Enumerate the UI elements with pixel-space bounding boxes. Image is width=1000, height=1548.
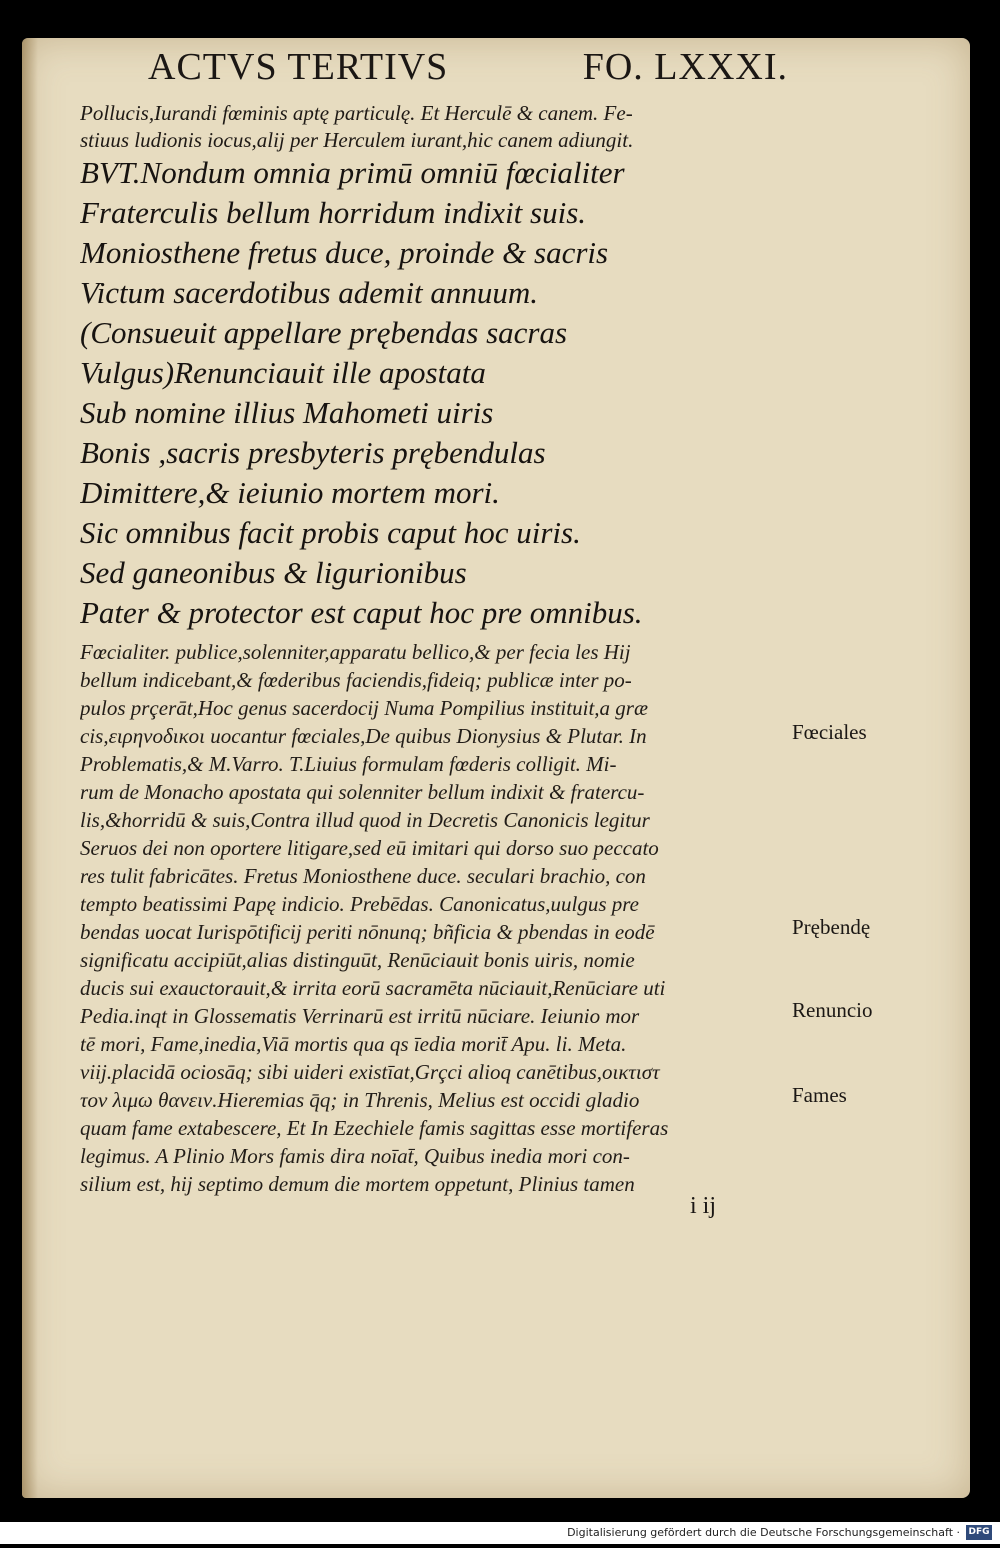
commentary-line: Seruos dei non oportere litigare,sed eū imitari qui dorso suo peccato: [80, 836, 659, 860]
verse-line: Vulgus)Renunciauit ille apostata: [80, 355, 486, 390]
commentary-line: legimus. A Plinio Mors famis dira noīat̄, Quibus inedia mori con-: [80, 1144, 630, 1168]
commentary-line: significatu accipiūt,alias distinguūt, Renūciauit bonis uiris, nomie: [80, 948, 635, 972]
running-head: [148, 45, 788, 88]
commentary-line: τον λιμω θανειν.Hieremias q̄q; in Threnis, Melius est occidi gladio: [80, 1088, 640, 1112]
verse-line: Dimittere,& ieiunio mortem mori.: [80, 475, 500, 510]
running-head-title: ACTVS TERTIVS: [148, 46, 449, 88]
signature-mark: i ij: [690, 1193, 717, 1219]
note-line: Pollucis,Iurandi fœminis aptę particulę. Et Herculē & canem. Fe-: [80, 101, 633, 125]
commentary-line: bendas uocat Iurispōtificij periti nōnunq; bñficia & pbendas in eodē: [80, 920, 655, 944]
verse-line: BVT.Nondum omnia primū omniū fœcialiter: [80, 155, 625, 190]
commentary-line: viij.placidā ociosāq; sibi uideri existīat,Grçci alioq canētibus,οικτιστ: [80, 1060, 660, 1084]
commentary-line: Problematis,& M.Varro. T.Liuius formulam fœderis colligit. Mi-: [80, 752, 617, 776]
commentary-line: silium est, hij septimo demum die mortem oppetunt, Plinius tamen: [80, 1172, 635, 1196]
verse-line: Bonis ,sacris presbyteris prębendulas: [80, 435, 546, 470]
commentary-line: lis,&horridū & suis,Contra illud quod in Decretis Canonicis legitur: [80, 808, 650, 832]
commentary-line: quam fame extabescere, Et In Ezechiele famis sagittas esse mortiferas: [80, 1116, 669, 1140]
commentary-line: ducis sui exauctorauit,& irrita eorū sacramēta nūciauit,Renūciare uti: [80, 976, 666, 1000]
commentary-line: Fœcialiter. publice,solenniter,apparatu bellico,& per fecia les Hij: [80, 640, 631, 664]
dfg-logo: DFG: [966, 1525, 992, 1540]
commentary-line: rum de Monacho apostata qui solenniter bellum indixit & fratercu-: [80, 780, 645, 804]
funding-credit: Digitalisierung gefördert durch die Deutsche Forschungsgemeinschaft ·: [567, 1526, 960, 1539]
commentary-line: bellum indicebant,& fœderibus faciendis,fideiq; publicæ inter po-: [80, 668, 632, 692]
margin-note: Prębendę: [792, 915, 871, 939]
verse-line: Victum sacerdotibus ademit annuum.: [80, 275, 539, 310]
margin-note: Renuncio: [792, 998, 873, 1022]
footer-bar: [0, 1522, 1000, 1544]
folio-number: FO. LXXXI.: [582, 46, 788, 88]
verse-line: Pater & protector est caput hoc pre omnibus.: [80, 595, 643, 630]
commentary-line: pulos prçerāt,Hoc genus sacerdocij Numa Pompilius instituit,a græ: [80, 696, 648, 720]
commentary-line: cis,ειρηνοδικοι uocantur fœciales,De quibus Dionysius & Plutar. In: [80, 724, 647, 748]
commentary-line: res tulit fabricātes. Fretus Moniosthene duce. seculari brachio, con: [80, 864, 646, 888]
margin-note: Fames: [792, 1083, 847, 1107]
commentary-line: Pedia.inqt in Glossematis Verrinarū est irritū nūciare. Ieiunio mor: [80, 1004, 640, 1028]
note-line: stiuus ludionis iocus,alij per Herculem iurant,hic canem adiungit.: [80, 128, 634, 152]
verse-line: Fraterculis bellum horridum indixit suis.: [80, 195, 587, 230]
commentary-line: tempto beatissimi Papę indicio. Prebēdas. Canonicatus,uulgus pre: [80, 892, 639, 916]
verse-line: Sub nomine illius Mahometi uiris: [80, 395, 494, 430]
margin-note: Fœciales: [792, 720, 867, 744]
verse-line: Sed ganeonibus & ligurionibus: [80, 555, 467, 590]
commentary-line: tē mori, Fame,inedia,Viā mortis qua qs īedia morit̄ Apu. li. Meta.: [80, 1032, 627, 1056]
verse-line: Moniosthene fretus duce, proinde & sacris: [80, 235, 609, 270]
verse-line: (Consueuit appellare prębendas sacras: [80, 315, 568, 350]
verse-line: Sic omnibus facit probis caput hoc uiris.: [80, 515, 581, 550]
